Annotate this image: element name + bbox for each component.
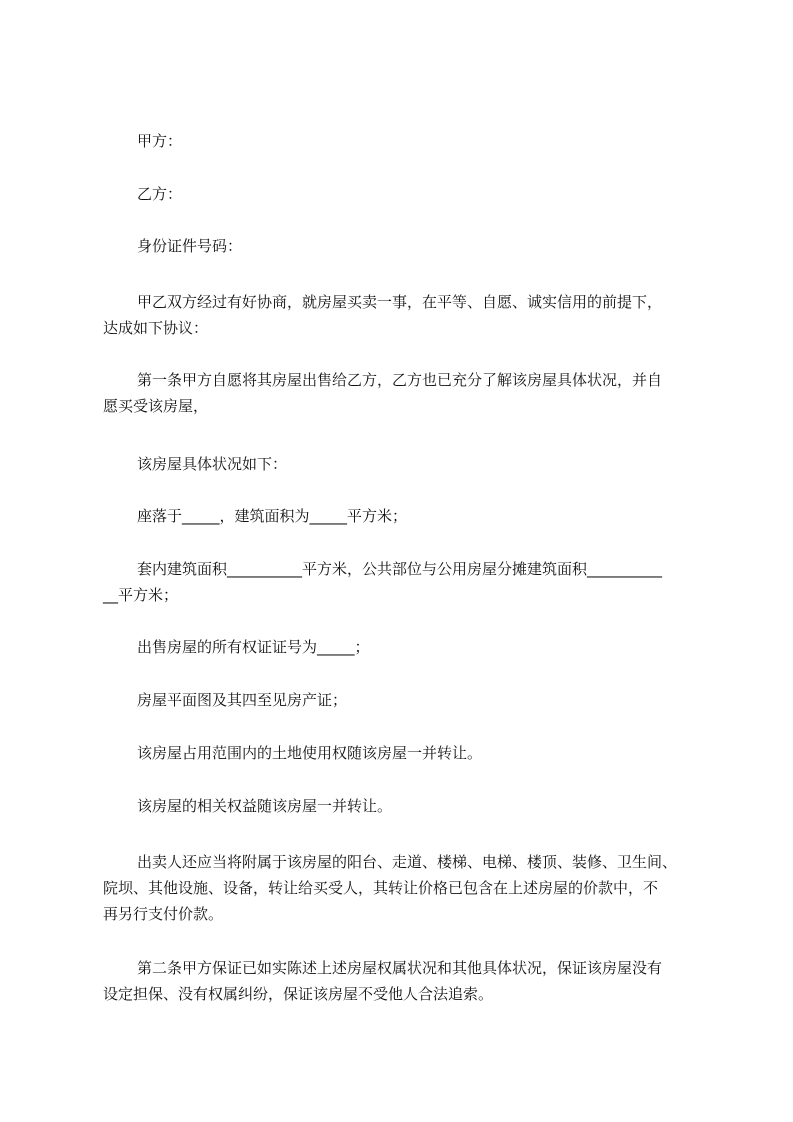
inner-area-paragraph: 套内建筑面积__________平方米，公共部位与公用房屋分摊建筑面积__________ __平方米； (103, 560, 663, 604)
certificate-number-line: 出售房屋的所有权证证号为_____； (137, 638, 370, 656)
floor-plan-line: 房屋平面图及其四至见房产证； (137, 691, 348, 709)
location-area-line: 座落于_____，建筑面积为_____平方米； (137, 507, 408, 525)
id-number-label: 身份证件号码： (137, 237, 243, 255)
attached-facilities-paragraph: 出卖人还应当将附属于该房屋的阳台、走道、楼梯、电梯、楼顶、装修、卫生间、 院坝、其他设施、设备，转让给买受人，其转让价格已包含在上述房屋的价款中，不 再另行支付价款。 (103, 853, 678, 923)
property-status-heading: 该房屋具体状况如下： (137, 455, 288, 473)
party-b-label: 乙方： (137, 185, 183, 203)
land-use-right-line: 该房屋占用范围内的土地使用权随该房屋一并转让。 (137, 744, 483, 762)
related-rights-line: 该房屋的相关权益随该房屋一并转让。 (137, 797, 393, 815)
party-a-label: 甲方： (137, 132, 183, 150)
article-2-paragraph: 第二条甲方保证已如实陈述上述房屋权属状况和其他具体状况，保证该房屋没有 设定担保、没有权属纠纷，保证该房屋不受他人合法追索。 (103, 959, 663, 1003)
preamble-paragraph: 甲乙双方经过有好协商，就房屋买卖一事，在平等、自愿、诚实信用的前提下， 达成如下协议： (103, 293, 663, 337)
article-1-paragraph: 第一条甲方自愿将其房屋出售给乙方，乙方也已充分了解该房屋具体状况，并自 愿买受该房屋， (103, 371, 663, 415)
